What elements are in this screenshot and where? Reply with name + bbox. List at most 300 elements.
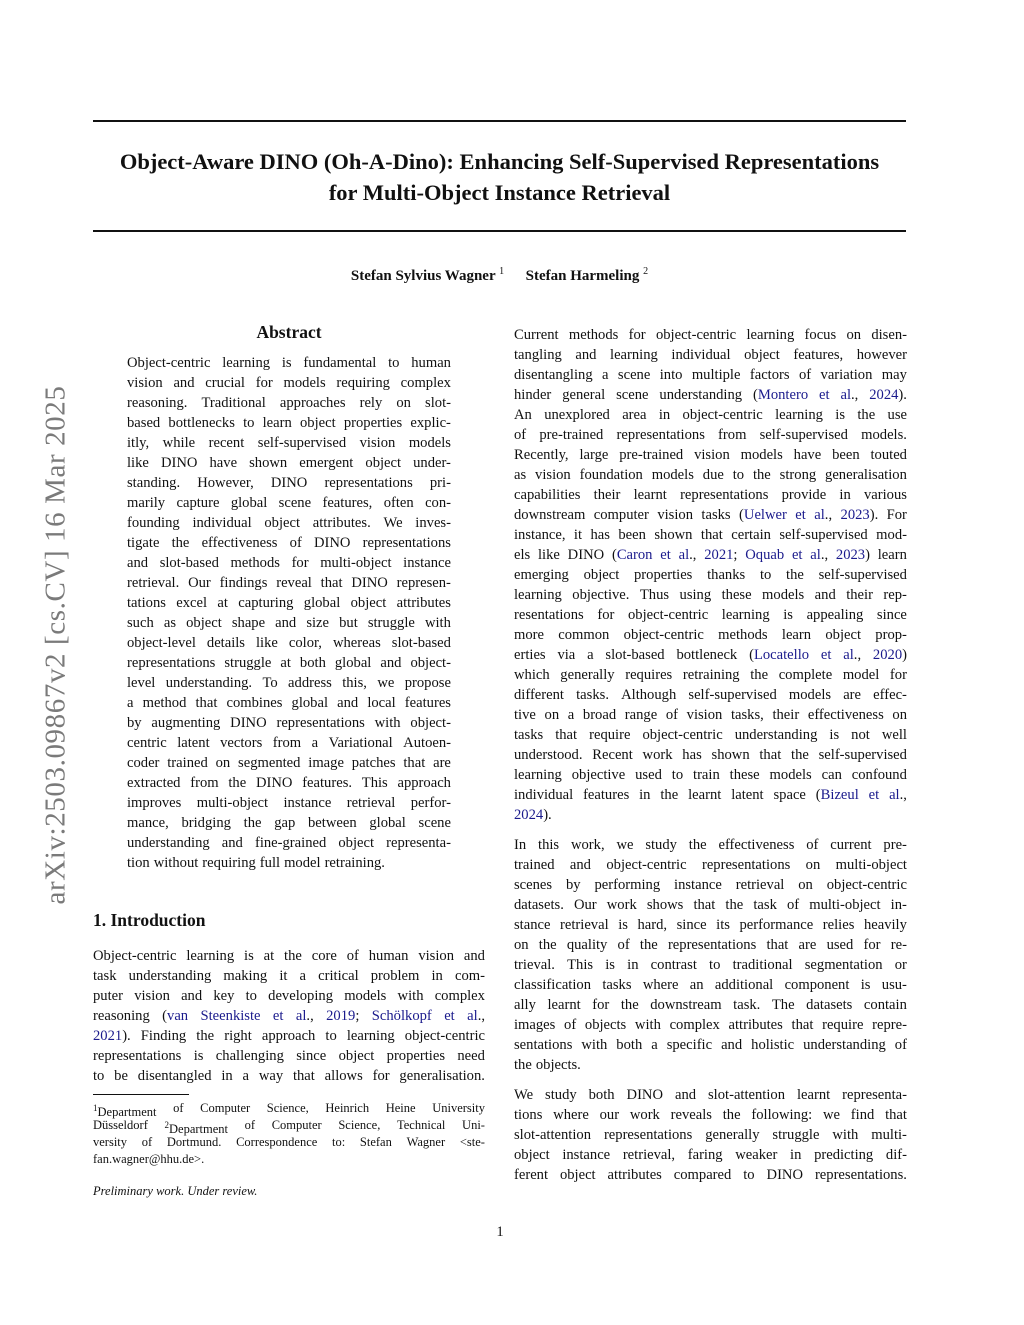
word: the <box>725 897 744 913</box>
word: with <box>634 1017 661 1033</box>
word: classification <box>514 977 591 993</box>
word: capabilities <box>514 487 581 503</box>
word: a <box>602 367 609 383</box>
word: object- <box>410 715 451 731</box>
word: global <box>369 815 406 831</box>
word: the <box>196 1028 215 1044</box>
text-line <box>514 745 907 765</box>
word: com- <box>454 968 485 984</box>
word: Traditional <box>201 395 266 411</box>
citation-link[interactable]: et <box>868 787 880 803</box>
word: tasks <box>514 727 544 743</box>
word: study <box>545 1087 577 1103</box>
text-line <box>127 533 451 553</box>
word: learning <box>186 948 235 964</box>
word: have <box>209 455 238 471</box>
word: for <box>291 555 309 571</box>
text-line <box>514 1015 907 1035</box>
word: retraining <box>682 667 740 683</box>
word: rep- <box>883 587 907 603</box>
word: reasoning <box>93 1008 150 1024</box>
word: common <box>558 627 610 643</box>
word: slot- <box>425 395 451 411</box>
word: usu- <box>881 977 907 993</box>
word: augmenting <box>151 715 221 731</box>
word: a <box>311 735 319 751</box>
text-line <box>93 966 485 986</box>
word: resentations <box>514 607 584 623</box>
word: performing <box>594 877 661 893</box>
word: be <box>114 1068 128 1084</box>
word: downstream <box>514 507 586 523</box>
word: of <box>564 1017 577 1033</box>
text-line <box>514 585 907 605</box>
citation-link[interactable]: Locatello <box>753 647 810 663</box>
footnote-rule <box>93 1094 189 1095</box>
word: slot-based <box>605 647 665 663</box>
word: that <box>885 1107 907 1123</box>
word: scene <box>278 495 312 511</box>
word: the <box>791 747 809 763</box>
word: are <box>433 755 451 771</box>
word: objects. <box>535 1057 581 1073</box>
citation-link[interactable]: al <box>889 787 900 803</box>
citation-link[interactable]: et <box>791 547 803 563</box>
citation-link[interactable]: Schölkopf <box>371 1008 432 1024</box>
word: understanding <box>127 835 210 851</box>
citation-link[interactable]: Uelwer <box>743 507 787 523</box>
text-line <box>93 1117 485 1137</box>
text-line <box>514 955 907 975</box>
word: effectiveness <box>201 535 278 551</box>
word: current <box>830 837 872 853</box>
text-line <box>127 633 451 653</box>
text-line <box>127 673 451 693</box>
word: multi-object <box>320 555 392 571</box>
word: features <box>583 787 630 803</box>
word: prop- <box>875 627 907 643</box>
word: method <box>142 695 187 711</box>
word: al., <box>840 387 859 403</box>
word: learning <box>610 347 658 363</box>
word: object <box>186 615 222 631</box>
word: object <box>338 835 375 851</box>
word: generally <box>560 667 615 683</box>
word: of <box>806 837 819 853</box>
text-line <box>514 1165 907 1185</box>
word: features <box>404 695 451 711</box>
word: need <box>457 1048 485 1064</box>
word: instance <box>403 555 451 571</box>
word: vision <box>134 988 170 1004</box>
word <box>869 785 880 805</box>
word: self-supervised <box>818 747 907 763</box>
citation-link[interactable]: 2021 <box>93 1028 123 1044</box>
section-heading-introduction: 1. Introduction <box>93 910 206 930</box>
word: individual <box>514 787 574 803</box>
word: area <box>622 407 647 423</box>
word: and <box>380 655 402 671</box>
word: models <box>408 435 451 451</box>
text-line <box>93 1006 485 1026</box>
word: is <box>829 727 840 743</box>
word: DINO <box>270 475 308 491</box>
word: Object-centric <box>93 948 177 964</box>
word: al., <box>814 507 833 523</box>
word: representations <box>680 487 769 503</box>
word: learning <box>775 407 823 423</box>
word: 2021; <box>704 547 738 563</box>
word: trained <box>514 857 555 873</box>
word: latent <box>177 735 210 751</box>
word: require <box>822 1017 864 1033</box>
word: retrieval, <box>622 1147 676 1163</box>
word: that <box>700 527 723 543</box>
word: the <box>538 937 557 953</box>
abstract-body <box>127 353 451 873</box>
word: it <box>573 527 583 543</box>
word: tasks, <box>730 707 764 723</box>
word: is <box>618 917 628 933</box>
text-line <box>127 493 451 513</box>
word: Current <box>514 327 559 343</box>
citation-link[interactable]: Oquab <box>745 547 785 563</box>
word: Wagner <box>406 1135 446 1149</box>
word: on <box>846 327 862 343</box>
word: the <box>639 937 658 953</box>
word: representations <box>603 1127 693 1143</box>
citation-link[interactable]: et <box>660 547 671 563</box>
word: that <box>403 755 426 771</box>
word: instance <box>562 1147 611 1163</box>
word: versity <box>93 1135 128 1149</box>
citation-link[interactable]: 2024 <box>514 807 544 823</box>
word: is <box>605 957 615 973</box>
word: learnt <box>547 997 581 1013</box>
word: size <box>306 615 330 631</box>
word: global <box>303 595 341 611</box>
word: tion <box>127 855 150 871</box>
word: with <box>374 715 401 731</box>
word: in <box>431 968 443 984</box>
word: work <box>642 747 673 763</box>
word: propose <box>404 675 451 691</box>
word: on <box>805 857 821 873</box>
word: this, <box>342 675 367 691</box>
word: objective. <box>572 587 630 603</box>
word: into <box>659 367 683 383</box>
word: complete <box>778 667 833 683</box>
text-line <box>514 665 907 685</box>
word: the <box>750 667 769 683</box>
text-line <box>93 946 485 966</box>
word: Although <box>621 687 677 703</box>
word: due <box>702 467 724 483</box>
word: at <box>217 595 228 611</box>
text-line <box>514 895 907 915</box>
word: models <box>651 467 694 483</box>
word: on <box>215 755 231 771</box>
word: representations <box>667 937 757 953</box>
word: both <box>299 655 326 671</box>
word: shown <box>711 747 750 763</box>
word: Science, <box>338 1118 381 1132</box>
text-line <box>514 565 907 585</box>
word: al., <box>295 1008 314 1024</box>
word: the <box>243 815 262 831</box>
word: representa- <box>386 835 451 851</box>
text-line <box>514 505 907 525</box>
word: representations <box>362 535 451 551</box>
word: instance, <box>514 527 566 543</box>
word: learn <box>781 627 812 643</box>
word: for <box>597 607 615 623</box>
text-line <box>127 413 451 433</box>
word: 2023) <box>835 547 870 563</box>
word: object <box>583 567 620 583</box>
word: crucial <box>205 375 245 391</box>
word: puter <box>93 988 123 1004</box>
word: core <box>311 948 337 964</box>
word: has <box>590 527 610 543</box>
word: for <box>372 1068 390 1084</box>
word: strong <box>779 467 817 483</box>
word: The <box>771 997 795 1013</box>
citation-link[interactable]: et <box>272 1008 284 1024</box>
word: Finding <box>140 1028 187 1044</box>
citation-link[interactable]: al <box>843 647 854 663</box>
word: slot-attention <box>708 1087 786 1103</box>
word: to <box>325 1028 337 1044</box>
word: and <box>275 615 297 631</box>
word: is <box>281 355 292 371</box>
word: object-centric <box>642 727 723 743</box>
word: problem <box>370 968 420 984</box>
word: contrast <box>650 957 697 973</box>
word: understanding <box>659 387 743 403</box>
word: via <box>557 647 576 663</box>
citation-link[interactable]: et <box>820 647 832 663</box>
word: performance <box>739 917 814 933</box>
word: work <box>629 1107 660 1123</box>
word: following: <box>751 1107 813 1123</box>
citation-link[interactable]: Bizeul <box>820 787 859 803</box>
citation-link[interactable]: Steenkiste <box>200 1008 261 1024</box>
word: Computer <box>271 1118 322 1132</box>
citation-link[interactable]: Caron <box>616 547 653 563</box>
citation-link[interactable]: et <box>819 387 830 403</box>
word: object <box>365 455 402 471</box>
word: object <box>559 1167 596 1183</box>
word: perfor- <box>410 795 451 811</box>
word: learning <box>514 587 562 603</box>
citation-link[interactable]: Montero <box>757 387 809 403</box>
word: appealing <box>806 607 864 623</box>
word: object-centric <box>655 327 737 343</box>
word: for <box>592 997 610 1013</box>
preliminary-note: Preliminary work. Under review. <box>93 1184 258 1198</box>
word: from <box>718 427 747 443</box>
text-line <box>127 473 451 493</box>
citation-link[interactable]: al <box>467 1008 478 1024</box>
text-line <box>514 525 907 545</box>
text-line <box>127 813 451 833</box>
word: their <box>772 707 800 723</box>
word: trained <box>167 755 208 771</box>
text-line <box>514 785 907 805</box>
word: model <box>842 667 880 683</box>
word: vision <box>694 447 730 463</box>
word: work <box>606 897 637 913</box>
word: both <box>616 1037 643 1053</box>
citation-link[interactable]: van <box>167 1008 189 1024</box>
citation-link[interactable]: al <box>814 507 825 523</box>
word: generalisation. <box>399 1068 485 1084</box>
word: DINO <box>160 455 198 471</box>
citation-link[interactable]: 2020 <box>872 647 903 663</box>
word: that <box>555 727 578 743</box>
word: may <box>881 367 907 383</box>
word: find <box>850 1107 875 1123</box>
word: that <box>320 575 343 591</box>
word: represen- <box>396 575 451 591</box>
citation-link[interactable]: al <box>840 387 852 403</box>
word: capture <box>176 495 220 511</box>
word: as <box>514 467 527 483</box>
word: and <box>173 375 195 391</box>
word: capturing <box>238 595 294 611</box>
word: and <box>814 587 836 603</box>
word: and <box>221 835 243 851</box>
word: self-supervised <box>759 427 848 443</box>
word: and <box>127 555 149 571</box>
word: $^1$Department <box>93 1103 157 1120</box>
word: approach <box>261 1028 316 1044</box>
citation-link[interactable]: 2023 <box>835 547 866 563</box>
word: such <box>127 615 154 631</box>
word: without <box>153 855 199 871</box>
word: these <box>729 767 760 783</box>
word: range <box>624 707 658 723</box>
word: individual <box>671 347 731 363</box>
word: on <box>544 707 560 723</box>
word: requiring <box>202 855 256 871</box>
word: understood. <box>514 747 583 763</box>
text-line <box>127 453 451 473</box>
word: a <box>127 695 134 711</box>
word: learning <box>721 607 770 623</box>
word: segmentation <box>804 957 883 973</box>
word: tigate <box>127 535 160 551</box>
word: representations. <box>814 1167 907 1183</box>
word: Correspondence <box>236 1135 318 1149</box>
word: are <box>843 687 862 703</box>
word: of <box>141 1135 153 1149</box>
word: vectors <box>220 735 263 751</box>
word: confound <box>851 767 907 783</box>
word: are <box>798 937 817 953</box>
text-line <box>514 855 907 875</box>
word: generalisation <box>825 467 907 483</box>
word: to <box>245 988 257 1004</box>
word: understanding <box>128 968 212 984</box>
citation-link[interactable]: 2019 <box>326 1008 356 1024</box>
word: To <box>262 675 278 691</box>
word: requires <box>625 667 673 683</box>
author-affiliation-mark: 2 <box>643 266 649 277</box>
word: disentangling <box>514 367 593 383</box>
word: foundation <box>579 467 643 483</box>
citation-link[interactable]: 2021 <box>704 547 734 563</box>
word: thanks <box>707 567 746 583</box>
citation-link[interactable]: al <box>678 547 690 563</box>
word: Object-centric <box>127 355 211 371</box>
word: on <box>514 937 529 953</box>
word: the <box>284 948 302 964</box>
word: representations <box>127 655 216 671</box>
word: al., <box>678 547 697 563</box>
word: object-centric <box>623 627 704 643</box>
word: methods <box>568 327 619 343</box>
right-column-paragraph-1 <box>514 325 907 825</box>
citation-link[interactable]: 2024 <box>869 387 899 403</box>
word: color, <box>288 635 322 651</box>
word: like <box>127 455 149 471</box>
word: object- <box>410 655 451 671</box>
citation-link[interactable]: 2023 <box>840 507 870 523</box>
word: making <box>223 968 268 984</box>
word: self-supervised <box>257 435 347 451</box>
word: object <box>744 347 780 363</box>
word: different <box>514 687 564 703</box>
citation-link[interactable]: et <box>795 507 806 523</box>
word: models. <box>861 427 907 443</box>
title-rule-bottom <box>93 230 906 232</box>
word: features, <box>793 347 844 363</box>
word: For <box>886 507 907 523</box>
title-line: for Multi-Object Instance Retrieval <box>328 180 671 205</box>
word: bottlenecks <box>168 415 235 431</box>
word: self-supervised <box>779 527 868 543</box>
word: a <box>651 1037 658 1053</box>
word: tasks. <box>576 687 609 703</box>
word: (Locatello <box>749 647 810 663</box>
footnote <box>93 1100 485 1168</box>
word <box>792 545 803 565</box>
word: these <box>721 587 752 603</box>
word: and <box>721 1037 743 1053</box>
word: compared <box>673 1167 732 1183</box>
word: train <box>693 767 720 783</box>
word: with <box>397 988 424 1004</box>
citation-link[interactable]: al <box>810 547 821 563</box>
text-line <box>127 593 451 613</box>
abstract-heading: Abstract <box>256 322 322 342</box>
word: traditional <box>732 957 793 973</box>
word: methods <box>230 555 280 571</box>
word: This <box>361 775 388 791</box>
word: various <box>863 487 907 503</box>
word: vision <box>127 375 163 391</box>
word: relies <box>822 917 855 933</box>
word: object-centric <box>627 607 709 623</box>
word: this <box>538 837 560 853</box>
word: right <box>224 1028 252 1044</box>
word: recent <box>208 435 245 451</box>
citation-link[interactable]: al <box>295 1008 307 1024</box>
text-line <box>93 1100 485 1120</box>
citation-link[interactable]: et <box>444 1008 455 1024</box>
